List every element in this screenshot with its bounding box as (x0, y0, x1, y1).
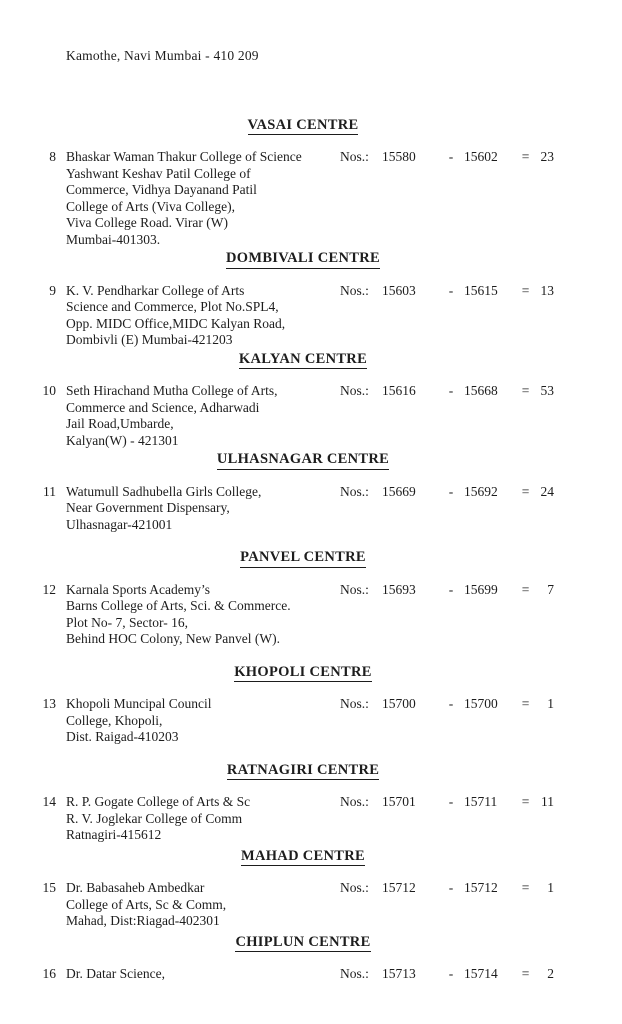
range-end: 15700 (464, 696, 498, 711)
range-start: 15603 (382, 282, 416, 298)
range-start: 15700 (382, 696, 416, 711)
entry-number: 15 (42, 880, 56, 895)
nos-label: Nos.: (340, 483, 369, 499)
seat-count: 24 (540, 483, 554, 499)
nos-label: Nos.: (340, 966, 369, 981)
centre-entry (0, 794, 622, 844)
range-end: 15712 (464, 880, 498, 895)
equals-sign: = (521, 966, 530, 981)
entry-number: 8 (49, 149, 56, 164)
centre-entry (0, 880, 622, 930)
range-start: 15712 (382, 880, 416, 895)
college-line: Kalyan(W) - 421301 (66, 432, 179, 448)
seat-number-range (340, 582, 554, 599)
college-line: Behind HOC Colony, New Panvel (W). (66, 631, 280, 646)
range-end: 15615 (464, 282, 498, 298)
centre-entry (0, 696, 622, 746)
range-start: 15713 (382, 966, 416, 981)
college-line: Dr. Babasaheb Ambedkar (66, 880, 205, 895)
range-end: 15699 (464, 581, 498, 597)
seat-count: 7 (547, 581, 554, 597)
equals-sign: = (521, 794, 530, 809)
seat-count: 23 (540, 149, 554, 164)
seat-number-range (340, 484, 554, 501)
range-start: 15580 (382, 149, 416, 164)
section-heading-row (0, 250, 606, 269)
centre-entry (0, 383, 622, 449)
college-line: Seth Hirachand Mutha College of Arts, (66, 383, 278, 398)
college-line: K. V. Pendharkar College of Arts (66, 282, 245, 298)
range-separator: - (448, 383, 454, 398)
college-line: College of Arts, Sc & Comm, (66, 896, 227, 912)
entry-number: 13 (42, 696, 56, 711)
range-separator: - (448, 483, 454, 499)
range-separator: - (448, 794, 454, 809)
entry-number: 10 (42, 383, 56, 398)
college-line: Plot No- 7, Sector- 16, (66, 614, 188, 630)
college-line: Ratnagiri-415612 (66, 827, 162, 842)
college-address (56, 283, 340, 349)
address-line: Kamothe, Navi Mumbai - 410 209 (66, 48, 259, 63)
college-line: R. V. Joglekar College of Comm (66, 810, 243, 826)
equals-sign: = (521, 149, 530, 164)
college-line: Science and Commerce, Plot No.SPL4, (66, 299, 279, 314)
range-separator: - (448, 880, 454, 895)
seat-count: 13 (540, 282, 554, 298)
college-line: Khopoli Muncipal Council (66, 696, 212, 711)
college-line: Opp. MIDC Office,MIDC Kalyan Road, (66, 315, 286, 331)
college-line: Mahad, Dist:Riagad-402301 (66, 913, 220, 928)
college-line: Dombivli (E) Mumbai-421203 (66, 332, 233, 347)
equals-sign: = (521, 282, 530, 298)
entry-number: 12 (42, 581, 56, 597)
section-heading-row (0, 549, 606, 568)
nos-label: Nos.: (340, 794, 369, 809)
seat-number-range (340, 696, 554, 713)
college-line: College, Khopoli, (66, 712, 163, 728)
centre-heading-dombivali: DOMBIVALI CENTRE (226, 250, 380, 269)
college-line: Viva College Road. Virar (W) (66, 215, 228, 230)
college-address (56, 880, 340, 930)
college-line: Barns College of Arts, Sci. & Commerce. (66, 598, 291, 613)
seat-number-range (340, 383, 554, 400)
range-end: 15668 (464, 383, 498, 398)
section-heading-row (0, 848, 606, 867)
equals-sign: = (521, 880, 530, 895)
college-line: College of Arts (Viva College), (66, 198, 236, 214)
nos-label: Nos.: (340, 696, 369, 711)
college-line: Watumull Sadhubella Girls College, (66, 483, 262, 499)
entry-number: 16 (42, 966, 56, 981)
seat-number-range (340, 794, 554, 811)
centre-entry (0, 582, 622, 648)
college-address (56, 966, 340, 983)
section-heading-row (0, 451, 606, 470)
centre-entry (0, 149, 622, 248)
centre-heading-khopoli: KHOPOLI CENTRE (234, 664, 372, 683)
college-address (56, 484, 340, 534)
seat-number-range (340, 149, 554, 166)
college-address (56, 149, 340, 248)
centre-entry (0, 966, 622, 983)
range-separator: - (448, 149, 454, 164)
entry-number: 9 (49, 282, 56, 298)
centre-entry (0, 484, 622, 534)
centre-heading-mahad: MAHAD CENTRE (241, 848, 365, 867)
entry-number: 11 (43, 483, 56, 499)
section-heading-row (0, 117, 606, 136)
seat-number-range (340, 283, 554, 300)
range-start: 15693 (382, 581, 416, 597)
equals-sign: = (521, 483, 530, 499)
college-line: Bhaskar Waman Thakur College of Science (66, 149, 302, 164)
range-start: 15616 (382, 383, 416, 398)
college-line: Near Government Dispensary, (66, 500, 230, 515)
nos-label: Nos.: (340, 282, 369, 298)
seat-count: 53 (540, 383, 554, 398)
equals-sign: = (521, 581, 530, 597)
college-line: R. P. Gogate College of Arts & Sc (66, 794, 251, 809)
centre-heading-panvel: PANVEL CENTRE (240, 549, 366, 568)
range-start: 15701 (382, 794, 416, 809)
section-heading-row (0, 934, 606, 953)
nos-label: Nos.: (340, 383, 369, 398)
equals-sign: = (521, 383, 530, 398)
college-line: Ulhasnagar-421001 (66, 516, 173, 532)
range-end: 15711 (464, 794, 498, 809)
college-line: Commerce, Vidhya Dayanand Patil (66, 182, 257, 197)
centre-heading-vasai: VASAI CENTRE (248, 117, 359, 136)
range-start: 15669 (382, 483, 416, 499)
centre-heading-kalyan: KALYAN CENTRE (239, 351, 367, 370)
range-end: 15714 (464, 966, 498, 981)
college-address (56, 696, 340, 746)
seat-count: 1 (547, 880, 554, 895)
centre-heading-chiplun: CHIPLUN CENTRE (235, 934, 370, 953)
nos-label: Nos.: (340, 581, 369, 597)
centre-entry (0, 283, 622, 349)
centre-heading-ratnagiri: RATNAGIRI CENTRE (227, 762, 379, 781)
equals-sign: = (521, 696, 530, 711)
college-line: Karnala Sports Academy’s (66, 581, 210, 597)
range-separator: - (448, 966, 454, 981)
college-address (56, 794, 340, 844)
college-line: Dr. Datar Science, (66, 966, 165, 981)
college-line: Mumbai-401303. (66, 231, 161, 247)
seat-count: 2 (547, 966, 554, 981)
college-line: Jail Road,Umbarde, (66, 416, 174, 431)
seat-number-range (340, 880, 554, 897)
nos-label: Nos.: (340, 880, 369, 895)
section-heading-row (0, 664, 606, 683)
range-end: 15692 (464, 483, 498, 499)
section-heading-row (0, 762, 606, 781)
nos-label: Nos.: (340, 149, 369, 164)
entry-number: 14 (42, 794, 56, 809)
seat-number-range (340, 966, 554, 983)
college-line: Dist. Raigad-410203 (66, 729, 179, 744)
centre-heading-ulhasnagar: ULHASNAGAR CENTRE (217, 451, 389, 470)
range-separator: - (448, 696, 454, 711)
range-separator: - (448, 282, 454, 298)
range-end: 15602 (464, 149, 498, 164)
college-line: Commerce and Science, Adharwadi (66, 399, 260, 415)
section-heading-row (0, 351, 606, 370)
college-address (56, 383, 340, 449)
seat-count: 11 (541, 794, 554, 809)
range-separator: - (448, 581, 454, 597)
college-address (56, 582, 340, 648)
seat-count: 1 (547, 696, 554, 711)
college-line: Yashwant Keshav Patil College of (66, 165, 251, 181)
